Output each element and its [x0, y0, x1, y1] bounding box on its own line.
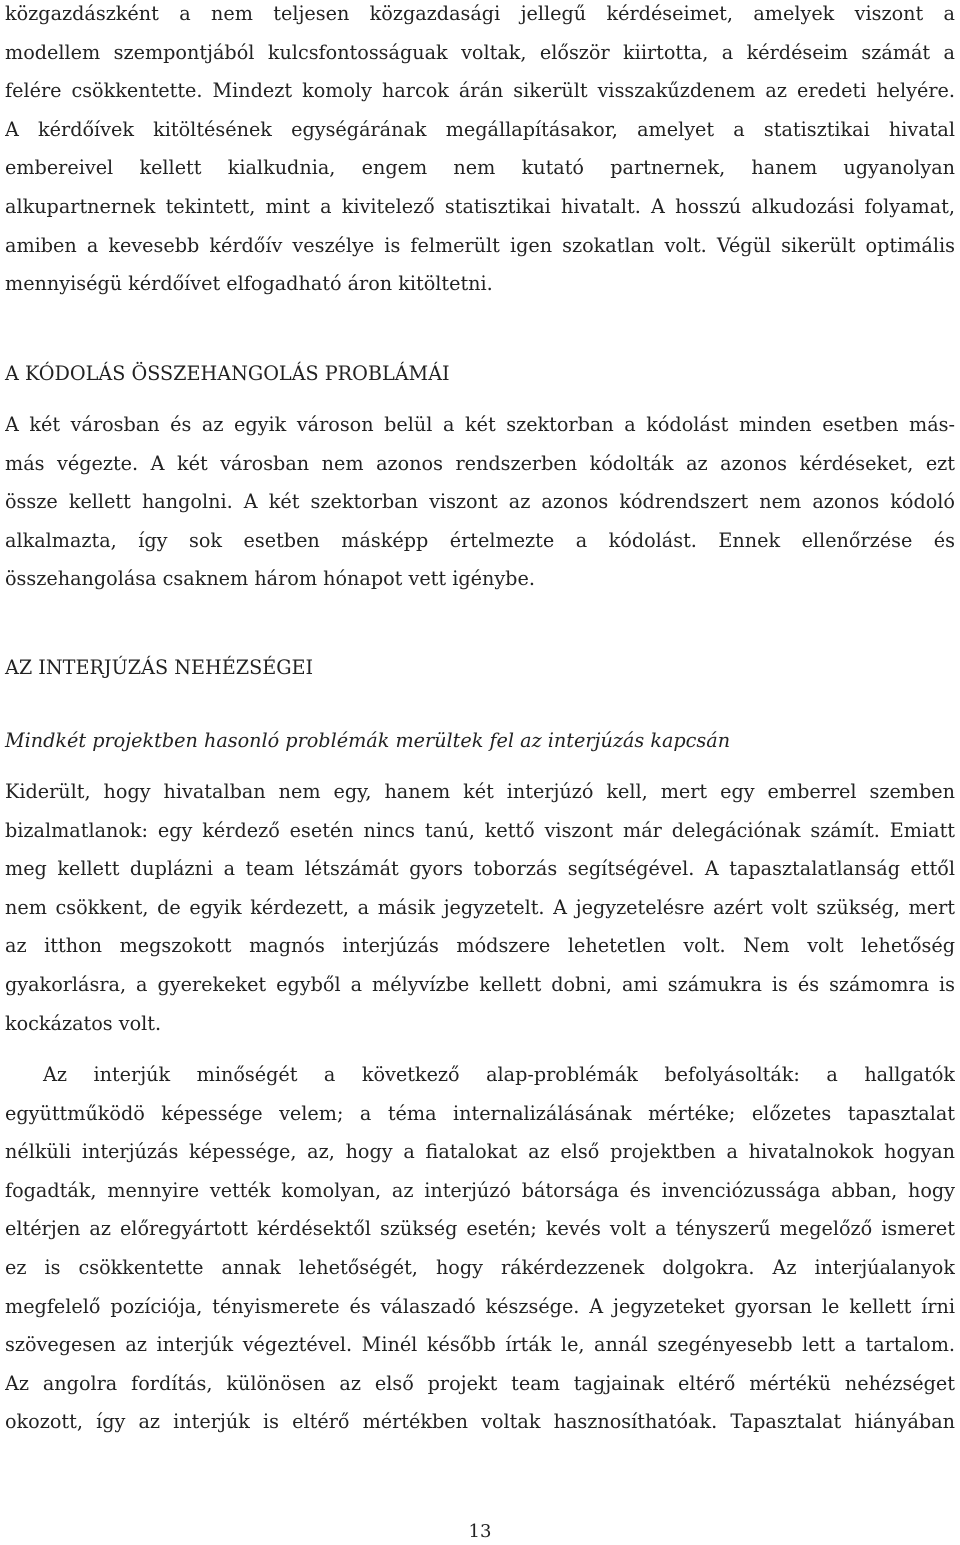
paragraph-4-line: fogadták, mennyire vették komolyan, az interjúzó bátorsága és invenciózussága abban, hogy — [5, 1178, 955, 1202]
section-subheading: Mindkét projektben hasonló problémák merültek fel az interjúzás kapcsán — [5, 729, 731, 752]
paragraph-1-line: embereivel kellett kialkudnia, engem nem kutató partnernek, hanem ugyanolyan — [5, 156, 955, 180]
paragraph-4-line: megfelelő pozíciója, tényismerete és válaszadó készsége. A jegyzeteket gyorsan le kellett írni — [5, 1294, 955, 1318]
paragraph-2-line: A két városban és az egyik városon belül a két szektorban a kódolást minden esetben más- — [5, 413, 955, 436]
paragraph-1-line: mennyiségü kérdőívet elfogadható áron kitöltetni. — [5, 272, 493, 296]
paragraph-1-line: felére csökkentette. Mindezt komoly harcok árán sikerült visszakűzdenem az eredeti helyére. — [5, 79, 955, 103]
page-number: 13 — [468, 1521, 492, 1542]
paragraph-4-line: nélküli interjúzás képessége, az, hogy a fiatalokat az első projektben a hivatalnokok hogyan — [5, 1140, 955, 1164]
paragraph-3-line: meg kellett duplázni a team létszámát gyors toborzás segítségével. A tapasztalatlanság ettől — [5, 857, 955, 881]
paragraph-1-line: A kérdőívek kitöltésének egységárának megállapításakor, amelyet a statisztikai hivatal — [5, 117, 955, 141]
paragraph-3-line: az itthon megszokott magnós interjúzás módszere lehetetlen volt. Nem volt lehetőség — [5, 934, 955, 958]
section-heading-interviewing: AZ INTERJÚZÁS NEHÉZSÉGEI — [5, 656, 314, 679]
paragraph-3-line: bizalmatlanok: egy kérdező esetén nincs tanú, kettő viszont már delegációnak számít. Emiatt — [5, 818, 955, 842]
paragraph-2-line: összehangolása csaknem három hónapot vett igénybe. — [5, 567, 535, 591]
paragraph-4-line: okozott, így az interjúk is eltérő mértékben voltak hasznosíthatóak. Tapasztalat hiányában — [5, 1410, 955, 1434]
paragraph-4-line: eltérjen az előregyártott kérdésektől szükség esetén; kevés volt a tényszerű megelőző ismeret — [5, 1217, 955, 1241]
paragraph-1 — [5, 0, 955, 304]
paragraph-1-line: amiben a kevesebb kérdőív veszélye is felmerült igen szokatlan volt. Végül sikerült optimális — [5, 233, 955, 257]
section-heading-coding: A KÓDOLÁS ÖSSZEHANGOLÁS PROBLÁMÁI — [5, 362, 450, 385]
paragraph-2-line: össze kellett hangolni. A két szektorban viszont az azonos kódrendszert nem azonos kódoló — [5, 490, 955, 514]
paragraph-4-line: együttműködö képessége velem; a téma internalizálásának mértéke; előzetes tapasztalat — [5, 1101, 955, 1125]
paragraph-1-line: alkupartnernek tekintett, mint a kivitelező statisztikai hivatalt. A hosszú alkudozási folyamat, — [5, 194, 955, 218]
paragraph-1-line: modellem szempontjából kulcsfontosságuak voltak, először kiirtotta, a kérdéseim számát a — [5, 40, 955, 64]
paragraph-4-line: ez is csökkentette annak lehetőségét, hogy rákérdezzenek dolgokra. Az interjúalanyok — [5, 1255, 955, 1279]
paragraph-4-line: Az interjúk minőségét a következő alap-problémák befolyásolták: a hallgatók — [43, 1063, 955, 1086]
paragraph-2-line: más végezte. A két városban nem azonos rendszerben kódolták az azonos kérdéseket, ezt — [5, 451, 955, 475]
paragraph-4 — [5, 1056, 955, 1442]
paragraph-3 — [5, 773, 955, 1043]
paragraph-2 — [5, 406, 955, 599]
paragraph-4-line: Az angolra fordítás, különösen az első projekt team tagjainak eltérő mértékü nehézséget — [5, 1371, 955, 1395]
paragraph-3-line: nem csökkent, de egyik kérdezett, a másik jegyzetelt. A jegyzetelésre azért volt szükség, mert — [5, 895, 955, 919]
paragraph-4-line: szövegesen az interjúk végeztével. Minél később írták le, annál szegényesebb lett a tartalom. — [5, 1333, 955, 1357]
paragraph-2-line: alkalmazta, így sok esetben másképp értelmezte a kódolást. Ennek ellenőrzése és — [5, 528, 955, 552]
paragraph-3-line: Kiderült, hogy hivatalban nem egy, hanem két interjúzó kell, mert egy emberrel szemben — [5, 780, 955, 803]
paragraph-3-line: kockázatos volt. — [5, 1011, 162, 1035]
paragraph-1-line: közgazdászként a nem teljesen közgazdasági jellegű kérdéseimet, amelyek viszont a — [5, 2, 955, 25]
paragraph-3-line: gyakorlásra, a gyerekeket egyből a mélyvízbe kellett dobni, ami számukra is és számomra is — [5, 972, 955, 996]
